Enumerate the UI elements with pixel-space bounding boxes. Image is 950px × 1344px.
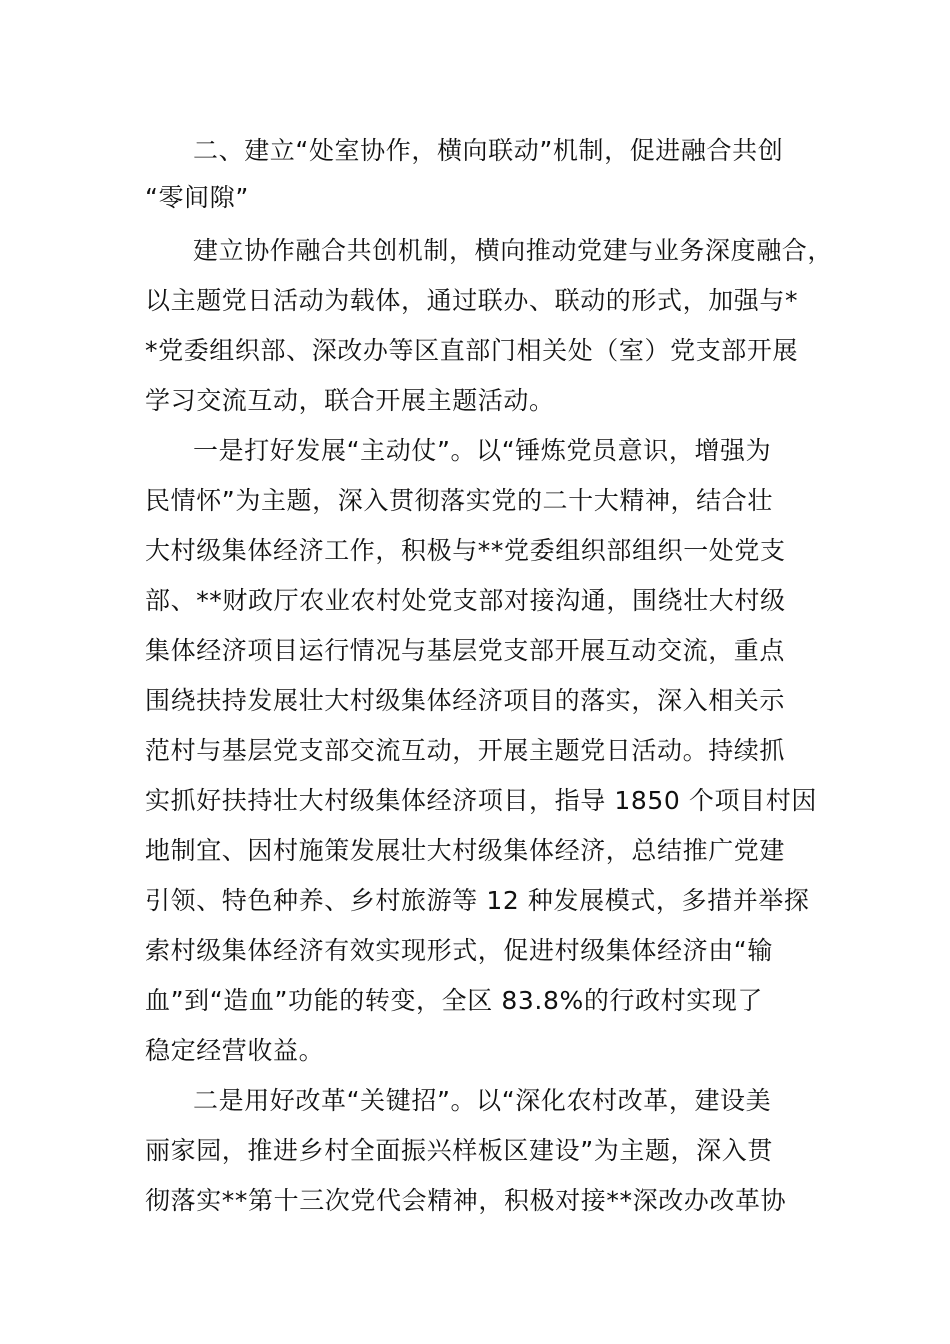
paragraph-3-line-3: 彻落实**第十三次党代会精神，积极对接**深改办改革协 <box>145 1186 787 1215</box>
paragraph-2-line-3: 大村级集体经济工作，积极与**党委组织部组织一处党支 <box>145 536 786 565</box>
paragraph-1-line-4: 学习交流互动，联合开展主题活动。 <box>145 386 555 415</box>
paragraph-1-line-1: 建立协作融合共创机制，横向推动党建与业务深度融合， <box>193 236 834 265</box>
paragraph-1-line-2: 以主题党日活动为载体，通过联办、联动的形式，加强与* <box>145 286 799 315</box>
paragraph-3-line-1: 二是用好改革“关键招”。以“深化农村改革，建设美 <box>193 1086 772 1115</box>
paragraph-3-line-2: 丽家园，推进乡村全面振兴样板区建设”为主题，深入贯 <box>145 1136 773 1165</box>
paragraph-2-line-6: 围绕扶持发展壮大村级集体经济项目的落实，深入相关示 <box>145 686 786 715</box>
paragraph-2-line-12: 血”到“造血”功能的转变，全区 83.8%的行政村实现了 <box>145 986 764 1015</box>
paragraph-2-line-1: 一是打好发展“主动仗”。以“锤炼党员意识，增强为 <box>193 436 772 465</box>
section-heading-line-2: “零间隙” <box>145 183 249 212</box>
paragraph-2-line-13: 稳定经营收益。 <box>145 1036 325 1065</box>
paragraph-1-line-3: *党委组织部、深改办等区直部门相关处（室）党支部开展 <box>145 336 799 365</box>
paragraph-2-line-5: 集体经济项目运行情况与基层党支部开展互动交流，重点 <box>145 636 786 665</box>
section-heading-line-1: 二、建立“处室协作，横向联动”机制，促进融合共创 <box>193 136 784 165</box>
paragraph-2-line-4: 部、**财政厅农业农村处党支部对接沟通，围绕壮大村级 <box>145 586 786 615</box>
paragraph-2-line-2: 民情怀”为主题，深入贯彻落实党的二十大精神，结合壮 <box>145 486 773 515</box>
paragraph-2-line-9: 地制宜、因村施策发展壮大村级集体经济，总结推广党建 <box>145 836 786 865</box>
paragraph-2-line-7: 范村与基层党支部交流互动，开展主题党日活动。持续抓 <box>145 736 786 765</box>
paragraph-2-line-10: 引领、特色种养、乡村旅游等 12 种发展模式，多措并举探 <box>145 886 810 915</box>
paragraph-2-line-11: 索村级集体经济有效实现形式，促进村级集体经济由“输 <box>145 936 773 965</box>
paragraph-2-line-8: 实抓好扶持壮大村级集体经济项目，指导 1850 个项目村因 <box>145 786 817 815</box>
